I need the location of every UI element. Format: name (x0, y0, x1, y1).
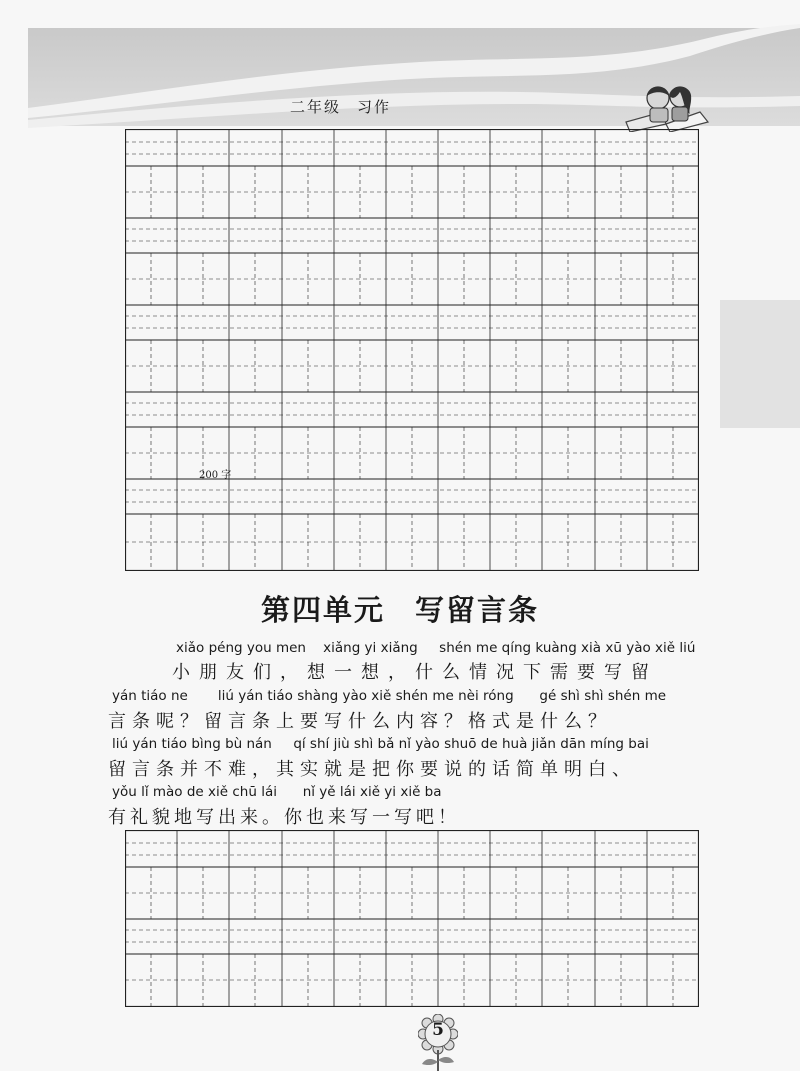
kids-reading-book-icon (622, 82, 712, 132)
page-number: 5 (432, 1020, 444, 1040)
writing-grid-upper (125, 129, 699, 571)
unit-number: 第四单元 (260, 593, 385, 627)
text-line-4: 有礼貌地写出来。你也来写一写吧！ (108, 807, 460, 828)
writing-grid-lower (125, 830, 699, 1007)
header-grade: 二年级 (290, 98, 342, 116)
text-line-3: 留言条并不难，其实就是把你要说的话简单明白、 (108, 759, 636, 780)
header-title (290, 96, 391, 117)
pinyin-line-2: yán tiáo ne liú yán tiáo shàng yào xiě shén me nèi róng gé shì shì shén me (112, 688, 667, 704)
text-line-2: 言条呢？留言条上要写什么内容？格式是什么？ (108, 711, 612, 732)
unit-topic: 写留言条 (415, 593, 540, 627)
text-line-1: 小朋友们，想一想，什么情况下需要写留 (172, 662, 658, 683)
pinyin-line-1: xiǎo péng you men xiǎng yi xiǎng shén me qíng kuàng xià xū yào xiě liú (176, 640, 696, 656)
pinyin-line-3: liú yán tiáo bìng bù nán qí shí jiù shì bǎ nǐ yào shuō de huà jiǎn dān míng bai (112, 736, 649, 752)
side-tab (720, 300, 800, 428)
unit-title (0, 588, 800, 629)
word-count-marker: 200 字 (199, 470, 232, 481)
header-subject: 习作 (357, 98, 392, 116)
pinyin-line-4: yǒu lǐ mào de xiě chū lái nǐ yě lái xiě yi xiě ba (112, 784, 442, 800)
